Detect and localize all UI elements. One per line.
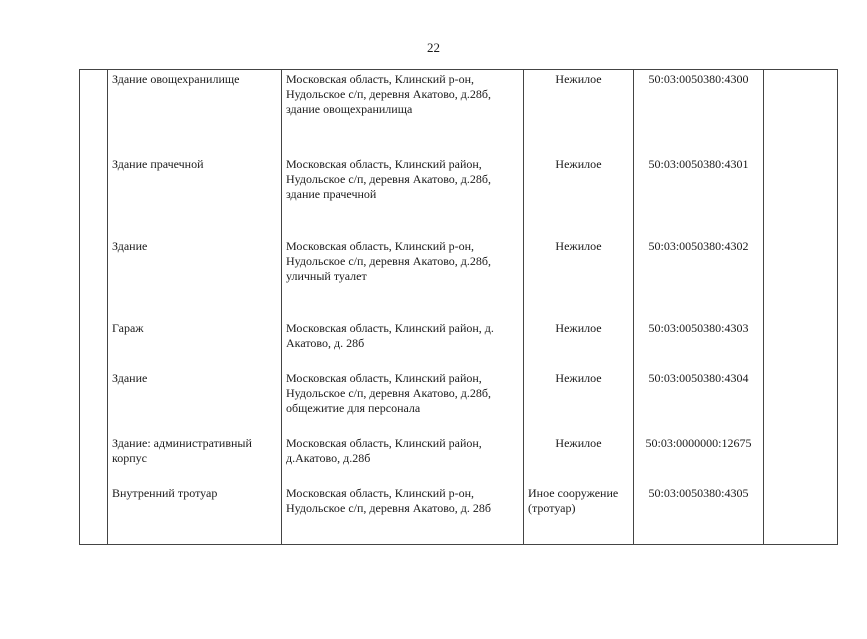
object-name-cell: Здание [108, 237, 282, 319]
index-cell [80, 484, 108, 545]
address-cell: Московская область, Клинский р-он, Нудольское с/п, деревня Акатово, д. 28б [282, 484, 524, 545]
object-name-cell: Здание: административный корпус [108, 434, 282, 484]
table-row [80, 369, 838, 434]
address-cell: Московская область, Клинский район, д. Акатово, д. 28б [282, 319, 524, 369]
table-row [80, 319, 838, 369]
page-number: 22 [427, 40, 440, 55]
cadastral-number-cell: 50:03:0000000:12675 [634, 434, 764, 484]
cadastral-number-cell: 50:03:0050380:4304 [634, 369, 764, 434]
empty-cell [764, 434, 838, 484]
table-row [80, 484, 838, 545]
purpose-cell: Нежилое [524, 319, 634, 369]
object-name-cell: Гараж [108, 319, 282, 369]
purpose-cell: Нежилое [524, 70, 634, 156]
cadastral-number-cell: 50:03:0050380:4301 [634, 155, 764, 237]
table-row [80, 434, 838, 484]
object-name-cell: Здание прачечной [108, 155, 282, 237]
table-row [80, 237, 838, 319]
empty-cell [764, 155, 838, 237]
empty-cell [764, 237, 838, 319]
purpose-cell: Нежилое [524, 369, 634, 434]
index-cell [80, 237, 108, 319]
cadastral-number-cell: 50:03:0050380:4305 [634, 484, 764, 545]
object-name-cell: Внутренний тротуар [108, 484, 282, 545]
empty-cell [764, 484, 838, 545]
object-name-cell: Здание [108, 369, 282, 434]
empty-cell [764, 319, 838, 369]
index-cell [80, 155, 108, 237]
address-cell: Московская область, Клинский р-он, Нудольское с/п, деревня Акатово, д.28б, здание овощехранилища [282, 70, 524, 156]
property-table [79, 69, 838, 545]
table-row [80, 70, 838, 156]
index-cell [80, 319, 108, 369]
address-cell: Московская область, Клинский район, д.Акатово, д.28б [282, 434, 524, 484]
empty-cell [764, 70, 838, 156]
cadastral-number-cell: 50:03:0050380:4300 [634, 70, 764, 156]
empty-cell [764, 369, 838, 434]
index-cell [80, 369, 108, 434]
object-name-cell: Здание овощехранилище [108, 70, 282, 156]
table-row [80, 155, 838, 237]
purpose-cell: Нежилое [524, 237, 634, 319]
address-cell: Московская область, Клинский район, Нудольское с/п, деревня Акатово, д.28б, здание прачечной [282, 155, 524, 237]
purpose-cell: Иное сооружение (тротуар) [524, 484, 634, 545]
purpose-cell: Нежилое [524, 434, 634, 484]
address-cell: Московская область, Клинский район, Нудольское с/п, деревня Акатово, д.28б, общежитие для персонала [282, 369, 524, 434]
index-cell [80, 434, 108, 484]
cadastral-number-cell: 50:03:0050380:4302 [634, 237, 764, 319]
cadastral-number-cell: 50:03:0050380:4303 [634, 319, 764, 369]
purpose-cell: Нежилое [524, 155, 634, 237]
address-cell: Московская область, Клинский р-он, Нудольское с/п, деревня Акатово, д.28б, уличный туалет [282, 237, 524, 319]
index-cell [80, 70, 108, 156]
